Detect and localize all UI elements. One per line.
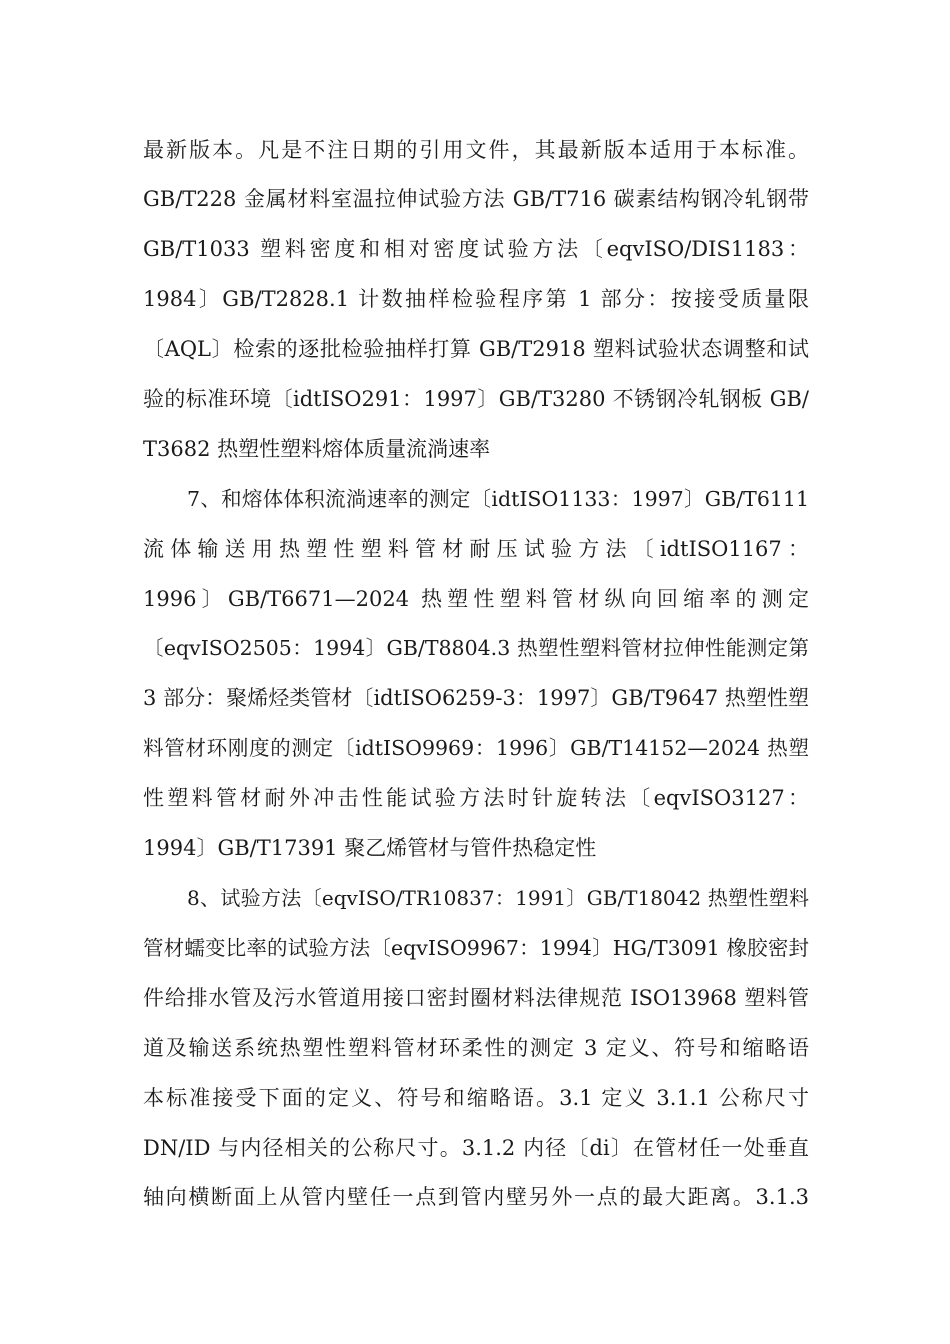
text-line: 3 部分：聚烯烃类管材〔idtISO6259-3：1997〕GB/T9647 热塑性塑 <box>143 686 809 710</box>
paragraph-first-line: 7、和熔体体积流淌速率的测定〔idtISO1133：1997〕GB/T6111 <box>187 487 809 511</box>
text-line: 管材蠕变比率的试验方法〔eqvISO9967：1994〕HG/T3091 橡胶密封 <box>143 936 809 960</box>
text-line: GB/T228 金属材料室温拉伸试验方法 GB/T716 碳素结构钢冷轧钢带 <box>143 187 809 211</box>
text-line: 1996〕GB/T6671—2024 热塑性塑料管材纵向回缩率的测定 <box>143 587 809 611</box>
text-line: 验的标准环境〔idtISO291：1997〕GB/T3280 不锈钢冷轧钢板 GB/ <box>143 387 809 411</box>
text-line: 1994〕GB/T17391 聚乙烯管材与管件热稳定性 <box>143 836 597 860</box>
text-line: 最新版本。凡是不注日期的引用文件，其最新版本适用于本标准。 <box>143 138 809 162</box>
text-line: 性塑料管材耐外冲击性能试验方法时针旋转法〔eqvISO3127： <box>143 786 809 810</box>
text-line: GB/T1033 塑料密度和相对密度试验方法〔eqvISO/DIS1183： <box>143 237 809 261</box>
text-line: 〔AQL〕检索的逐批检验抽样打算 GB/T2918 塑料试验状态调整和试 <box>143 337 809 361</box>
text-line: DN/ID 与内径相关的公称尺寸。3.1.2 内径〔di〕在管材任一处垂直 <box>143 1136 809 1160</box>
text-line: 1984〕GB/T2828.1 计数抽样检验程序第 1 部分：按接受质量限 <box>143 287 809 311</box>
text-line: 轴向横断面上从管内壁任一点到管内壁另外一点的最大距离。3.1.3 <box>143 1185 809 1209</box>
text-line: 〔eqvISO2505：1994〕GB/T8804.3 热塑性塑料管材拉伸性能测定第 <box>143 636 809 660</box>
text-line: 道及输送系统热塑性塑料管材环柔性的测定 3 定义、符号和缩略语 <box>143 1036 809 1060</box>
text-line: 料管材环刚度的测定〔idtISO9969：1996〕GB/T14152—2024 热塑 <box>143 736 809 760</box>
text-line: 本标准接受下面的定义、符号和缩略语。3.1 定义 3.1.1 公称尺寸 <box>143 1086 809 1110</box>
text-line: 件给排水管及污水管道用接口密封圈材料法律规范 ISO13968 塑料管 <box>143 986 809 1010</box>
text-line: T3682 热塑性塑料熔体质量流淌速率 <box>143 437 491 461</box>
text-line: 流体输送用热塑性塑料管材耐压试验方法〔idtISO1167： <box>143 537 809 561</box>
paragraph-first-line: 8、试验方法〔eqvISO/TR10837：1991〕GB/T18042 热塑性塑料 <box>187 886 809 910</box>
